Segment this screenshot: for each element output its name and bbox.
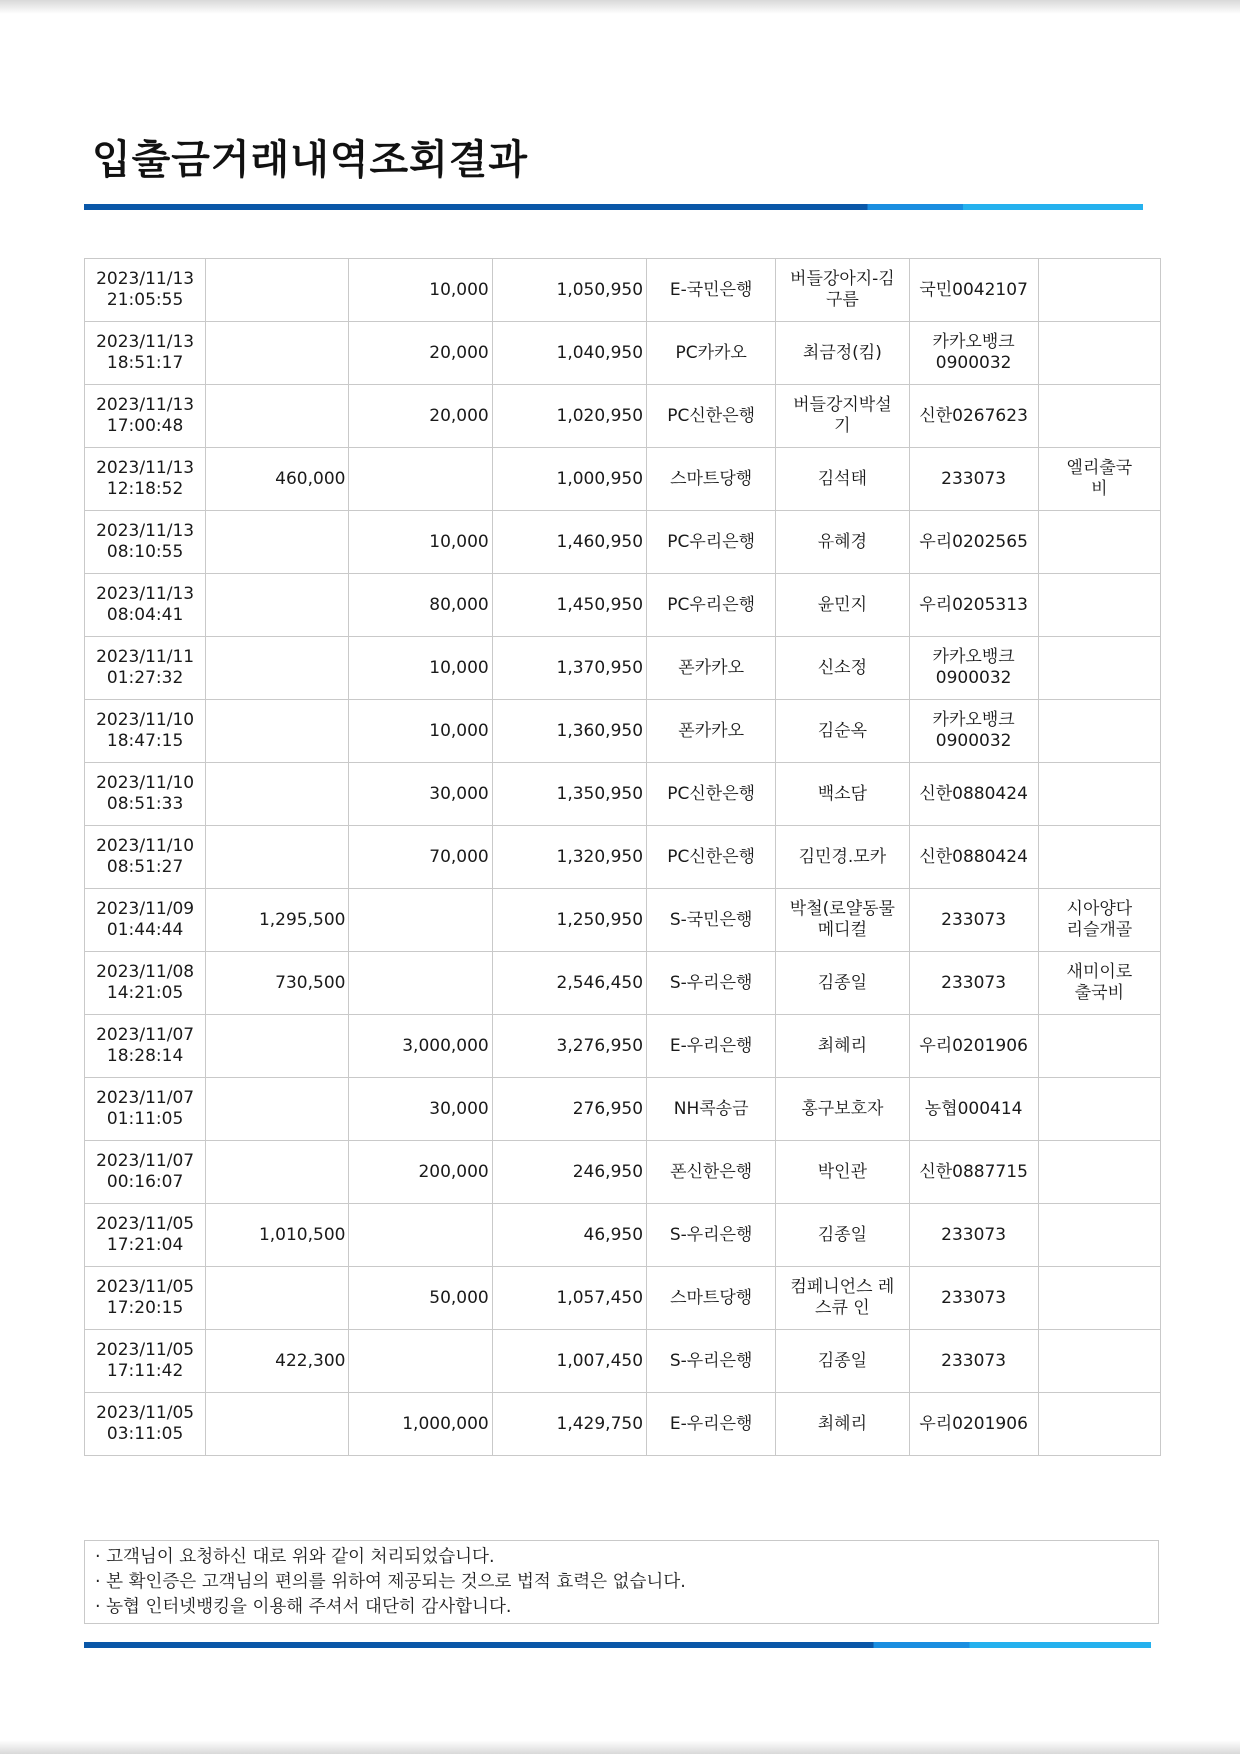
notice-line: · 농협 인터넷뱅킹을 이용해 주셔서 대단히 감사합니다. — [95, 1597, 512, 1617]
memo-cell — [1038, 826, 1160, 889]
channel-cell: E-국민은행 — [647, 259, 776, 322]
withdrawal-cell: 422,300 — [206, 1330, 349, 1393]
counterparty-cell: 김석태 — [776, 448, 909, 511]
table-row — [85, 511, 1161, 574]
channel-cell: PC우리은행 — [647, 511, 776, 574]
channel-cell: PC우리은행 — [647, 574, 776, 637]
deposit-cell: 20,000 — [349, 385, 492, 448]
channel-cell: 스마트당행 — [647, 1267, 776, 1330]
counterparty-cell: 컴페니언스 레 스큐 인 — [776, 1267, 909, 1330]
memo-cell — [1038, 511, 1160, 574]
deposit-cell: 200,000 — [349, 1141, 492, 1204]
memo-cell: 새미이로 출국비 — [1038, 952, 1160, 1015]
account-cell: 신한0887715 — [909, 1141, 1038, 1204]
account-cell: 농협000414 — [909, 1078, 1038, 1141]
memo-cell — [1038, 1015, 1160, 1078]
balance-cell: 1,000,950 — [492, 448, 646, 511]
withdrawal-cell — [206, 826, 349, 889]
withdrawal-cell — [206, 1015, 349, 1078]
deposit-cell — [349, 952, 492, 1015]
channel-cell: PC신한은행 — [647, 763, 776, 826]
transaction-table — [84, 258, 1161, 1456]
withdrawal-cell — [206, 574, 349, 637]
deposit-cell — [349, 1204, 492, 1267]
datetime-cell: 2023/11/10 08:51:33 — [85, 763, 206, 826]
table-row — [85, 1267, 1161, 1330]
deposit-cell: 1,000,000 — [349, 1393, 492, 1456]
memo-cell — [1038, 637, 1160, 700]
withdrawal-cell — [206, 1267, 349, 1330]
withdrawal-cell: 730,500 — [206, 952, 349, 1015]
balance-cell: 1,350,950 — [492, 763, 646, 826]
datetime-cell: 2023/11/05 17:21:04 — [85, 1204, 206, 1267]
account-cell: 233073 — [909, 448, 1038, 511]
datetime-cell: 2023/11/07 01:11:05 — [85, 1078, 206, 1141]
account-cell: 233073 — [909, 889, 1038, 952]
table-row — [85, 637, 1161, 700]
footer-divider — [84, 1642, 1151, 1648]
account-cell: 우리0205313 — [909, 574, 1038, 637]
table-row — [85, 1393, 1161, 1456]
memo-cell — [1038, 1393, 1160, 1456]
datetime-cell: 2023/11/13 08:10:55 — [85, 511, 206, 574]
withdrawal-cell — [206, 1393, 349, 1456]
account-cell: 우리0202565 — [909, 511, 1038, 574]
balance-cell: 1,320,950 — [492, 826, 646, 889]
datetime-cell: 2023/11/13 18:51:17 — [85, 322, 206, 385]
memo-cell — [1038, 574, 1160, 637]
table-row — [85, 889, 1161, 952]
datetime-cell: 2023/11/05 03:11:05 — [85, 1393, 206, 1456]
channel-cell: PC신한은행 — [647, 385, 776, 448]
datetime-cell: 2023/11/08 14:21:05 — [85, 952, 206, 1015]
table-row — [85, 259, 1161, 322]
balance-cell: 246,950 — [492, 1141, 646, 1204]
table-row — [85, 574, 1161, 637]
account-cell: 신한0880424 — [909, 826, 1038, 889]
account-cell: 우리0201906 — [909, 1393, 1038, 1456]
memo-cell — [1038, 700, 1160, 763]
channel-cell: PC신한은행 — [647, 826, 776, 889]
withdrawal-cell — [206, 637, 349, 700]
datetime-cell: 2023/11/05 17:20:15 — [85, 1267, 206, 1330]
datetime-cell: 2023/11/10 18:47:15 — [85, 700, 206, 763]
channel-cell: 폰신한은행 — [647, 1141, 776, 1204]
memo-cell — [1038, 1267, 1160, 1330]
account-cell: 카카오뱅크 0900032 — [909, 700, 1038, 763]
deposit-cell: 80,000 — [349, 574, 492, 637]
balance-cell: 1,007,450 — [492, 1330, 646, 1393]
table-row — [85, 700, 1161, 763]
deposit-cell: 10,000 — [349, 700, 492, 763]
datetime-cell: 2023/11/13 08:04:41 — [85, 574, 206, 637]
counterparty-cell: 윤민지 — [776, 574, 909, 637]
counterparty-cell: 유혜경 — [776, 511, 909, 574]
balance-cell: 1,020,950 — [492, 385, 646, 448]
table-row — [85, 448, 1161, 511]
page-title: 입출금거래내역조회결과 — [92, 137, 529, 183]
memo-cell — [1038, 1141, 1160, 1204]
balance-cell: 1,250,950 — [492, 889, 646, 952]
deposit-cell: 50,000 — [349, 1267, 492, 1330]
counterparty-cell: 최혜리 — [776, 1393, 909, 1456]
counterparty-cell: 박인관 — [776, 1141, 909, 1204]
balance-cell: 1,057,450 — [492, 1267, 646, 1330]
balance-cell: 3,276,950 — [492, 1015, 646, 1078]
deposit-cell: 10,000 — [349, 511, 492, 574]
table-row — [85, 1078, 1161, 1141]
channel-cell: E-우리은행 — [647, 1015, 776, 1078]
memo-cell — [1038, 1330, 1160, 1393]
deposit-cell — [349, 448, 492, 511]
memo-cell — [1038, 385, 1160, 448]
top-edge-shadow — [0, 0, 1240, 14]
notice-box — [84, 1540, 1159, 1624]
account-cell: 233073 — [909, 1204, 1038, 1267]
header-divider — [84, 204, 1143, 210]
account-cell: 국민0042107 — [909, 259, 1038, 322]
balance-cell: 46,950 — [492, 1204, 646, 1267]
channel-cell: S-우리은행 — [647, 1204, 776, 1267]
table-row — [85, 385, 1161, 448]
table-row — [85, 322, 1161, 385]
deposit-cell: 20,000 — [349, 322, 492, 385]
withdrawal-cell — [206, 763, 349, 826]
channel-cell: 폰카카오 — [647, 637, 776, 700]
counterparty-cell: 김종일 — [776, 952, 909, 1015]
counterparty-cell: 김종일 — [776, 1204, 909, 1267]
account-cell: 신한0880424 — [909, 763, 1038, 826]
deposit-cell: 70,000 — [349, 826, 492, 889]
withdrawal-cell — [206, 511, 349, 574]
deposit-cell: 10,000 — [349, 637, 492, 700]
channel-cell: PC카카오 — [647, 322, 776, 385]
withdrawal-cell — [206, 322, 349, 385]
counterparty-cell: 버들강지박설 기 — [776, 385, 909, 448]
memo-cell: 시아양다 리슬개골 — [1038, 889, 1160, 952]
datetime-cell: 2023/11/13 21:05:55 — [85, 259, 206, 322]
notice-line: · 고객님이 요청하신 대로 위와 같이 처리되었습니다. — [95, 1547, 495, 1567]
channel-cell: S-우리은행 — [647, 952, 776, 1015]
balance-cell: 1,429,750 — [492, 1393, 646, 1456]
withdrawal-cell: 460,000 — [206, 448, 349, 511]
table-row — [85, 1204, 1161, 1267]
account-cell: 233073 — [909, 952, 1038, 1015]
datetime-cell: 2023/11/07 18:28:14 — [85, 1015, 206, 1078]
balance-cell: 1,040,950 — [492, 322, 646, 385]
datetime-cell: 2023/11/13 12:18:52 — [85, 448, 206, 511]
counterparty-cell: 김순옥 — [776, 700, 909, 763]
deposit-cell: 30,000 — [349, 1078, 492, 1141]
table-row — [85, 1015, 1161, 1078]
counterparty-cell: 홍구보호자 — [776, 1078, 909, 1141]
account-cell: 카카오뱅크 0900032 — [909, 637, 1038, 700]
counterparty-cell: 버들강아지-김 구름 — [776, 259, 909, 322]
transaction-rows — [85, 259, 1161, 1456]
deposit-cell — [349, 1330, 492, 1393]
account-cell: 233073 — [909, 1267, 1038, 1330]
datetime-cell: 2023/11/13 17:00:48 — [85, 385, 206, 448]
counterparty-cell: 최금정(킴) — [776, 322, 909, 385]
deposit-cell: 30,000 — [349, 763, 492, 826]
account-cell: 신한0267623 — [909, 385, 1038, 448]
datetime-cell: 2023/11/09 01:44:44 — [85, 889, 206, 952]
balance-cell: 1,360,950 — [492, 700, 646, 763]
account-cell: 우리0201906 — [909, 1015, 1038, 1078]
bottom-edge-shadow — [0, 1740, 1240, 1754]
memo-cell: 엘리출국 비 — [1038, 448, 1160, 511]
table-row — [85, 826, 1161, 889]
table-row — [85, 1141, 1161, 1204]
counterparty-cell: 김민경.모카 — [776, 826, 909, 889]
table-row — [85, 1330, 1161, 1393]
balance-cell: 1,050,950 — [492, 259, 646, 322]
deposit-cell — [349, 889, 492, 952]
channel-cell: S-우리은행 — [647, 1330, 776, 1393]
deposit-cell: 3,000,000 — [349, 1015, 492, 1078]
withdrawal-cell — [206, 259, 349, 322]
withdrawal-cell — [206, 385, 349, 448]
balance-cell: 1,370,950 — [492, 637, 646, 700]
deposit-cell: 10,000 — [349, 259, 492, 322]
memo-cell — [1038, 259, 1160, 322]
table-row — [85, 763, 1161, 826]
channel-cell: 스마트당행 — [647, 448, 776, 511]
table-row — [85, 952, 1161, 1015]
memo-cell — [1038, 1078, 1160, 1141]
counterparty-cell: 박철(로얄동물 메디컬 — [776, 889, 909, 952]
datetime-cell: 2023/11/10 08:51:27 — [85, 826, 206, 889]
account-cell: 카카오뱅크 0900032 — [909, 322, 1038, 385]
balance-cell: 2,546,450 — [492, 952, 646, 1015]
notice-line: · 본 확인증은 고객님의 편의를 위하여 제공되는 것으로 법적 효력은 없습니다. — [95, 1572, 686, 1592]
counterparty-cell: 김종일 — [776, 1330, 909, 1393]
withdrawal-cell — [206, 1141, 349, 1204]
balance-cell: 276,950 — [492, 1078, 646, 1141]
balance-cell: 1,460,950 — [492, 511, 646, 574]
channel-cell: E-우리은행 — [647, 1393, 776, 1456]
datetime-cell: 2023/11/11 01:27:32 — [85, 637, 206, 700]
memo-cell — [1038, 322, 1160, 385]
memo-cell — [1038, 1204, 1160, 1267]
channel-cell: S-국민은행 — [647, 889, 776, 952]
memo-cell — [1038, 763, 1160, 826]
withdrawal-cell — [206, 1078, 349, 1141]
datetime-cell: 2023/11/07 00:16:07 — [85, 1141, 206, 1204]
account-cell: 233073 — [909, 1330, 1038, 1393]
datetime-cell: 2023/11/05 17:11:42 — [85, 1330, 206, 1393]
withdrawal-cell: 1,010,500 — [206, 1204, 349, 1267]
channel-cell: NH콕송금 — [647, 1078, 776, 1141]
counterparty-cell: 최혜리 — [776, 1015, 909, 1078]
withdrawal-cell — [206, 700, 349, 763]
channel-cell: 폰카카오 — [647, 700, 776, 763]
counterparty-cell: 신소정 — [776, 637, 909, 700]
balance-cell: 1,450,950 — [492, 574, 646, 637]
withdrawal-cell: 1,295,500 — [206, 889, 349, 952]
counterparty-cell: 백소담 — [776, 763, 909, 826]
